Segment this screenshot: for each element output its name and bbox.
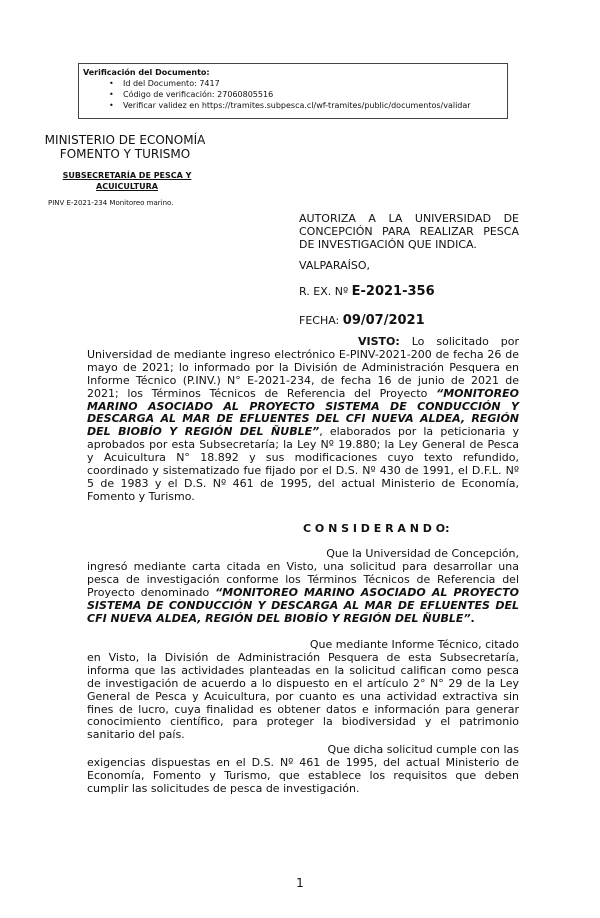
visto-text-1: Lo solicitado por Universidad de mediante ingreso electrónico E-PINV-2021-200 de fecha 26 de mayo de 2021; lo informado por la División de Administración Pesquera en Informe Técnico (P.INV.) N° E-2021-234, de fecha 16 de junio de 2021 de 2021; los Términos Técnicos de Referencia del Proyecto [87, 335, 519, 400]
ministry-line-1: MINISTERIO DE ECONOMÍA [44, 133, 206, 147]
p2-lead: Que mediante Informe Técnico, citado [309, 638, 519, 651]
verification-title: Verificación del Documento: [83, 68, 210, 77]
rex-label: R. EX. Nº [299, 285, 349, 298]
p3-lead: Que dicha solicitud cumple con las [327, 743, 519, 756]
visto-label: VISTO: [358, 335, 400, 348]
subsecretaria-name [45, 170, 209, 192]
visto-project-name: “MONITOREO MARINO ASOCIADO AL PROYECTO SISTEMA DE CONDUCCIÓN Y DESCARGA AL MAR DE EFLUENTES DEL CFI NUEVA ALDEA, REGIÓN DEL BIOBÍO Y REGIÓN DEL ÑUBLE” [87, 386, 519, 439]
ministry-line-2: FOMENTO Y TURISMO [59, 147, 191, 161]
verification-box [78, 63, 508, 119]
verification-id: • Id del Documento: 7417 [123, 78, 507, 89]
date-value: 09/07/2021 [342, 313, 425, 328]
considerando-paragraph-1 [87, 548, 519, 625]
p3-text: exigencias dispuestas en el D.S. Nº 461 de 1995, del actual Ministerio de Economía, Fomento y Turismo, que establece los requisitos que deben cumplir las solicitudes de pesca de investigación. [87, 755, 519, 795]
p1-end: . [470, 611, 475, 625]
subsecretaria-line-1: SUBSECRETARÍA DE PESCA Y [62, 171, 192, 180]
reference-line: PINV E-2021-234 Monitoreo marino. [48, 199, 174, 207]
ministry-name [40, 133, 210, 161]
resolution-date [299, 314, 519, 327]
p1-project-name: “MONITOREO MARINO ASOCIADO AL PROYECTO SISTEMA DE CONDUCCIÓN Y DESCARGA AL MAR DE EFLUENTES DEL CFI NUEVA ALDEA, REGIÓN DEL BIOBÍO Y REGIÓN DEL ÑUBLE” [87, 585, 519, 625]
visto-text-2: , elaborados por la peticionaria y aprobados por esta Subsecretaría; la Ley Nº 19.880; la Ley General de Pesca y Acuicultura N° 18.892 y sus modificaciones cuyo texto refundido, coordinado y sistematizado fue fijado por el D.S. Nº 430 de 1991, el D.F.L. Nº 5 de 1983 y el D.S. Nº 461 de 1995, del actual Ministerio de Economía, Fomento y Turismo. [87, 425, 519, 503]
considerando-heading: C O N S I D E R A N D O: [303, 522, 450, 535]
p1-lead: Que la Universidad de Concepción, [326, 547, 519, 560]
subsecretaria-line-2: ACUICULTURA [96, 182, 158, 191]
p2-text: en Visto, la División de Administración Pesquera de esta Subsecretaría, informa que las actividades planteadas en la solicitud califican como pesca de investigación de acuerdo a lo dispuesto en el artículo 2° N° 29 de la Ley General de Pesca y Acuicultura, por cuanto es una actividad extractiva sin fines de lucro, cuya finalidad es obtener datos e información para generar conocimiento científico, para proteger la biodiversidad y el patrimonio sanitario del país. [87, 650, 519, 742]
verification-url: • Verificar validez en https://tramites.subpesca.cl/wf-tramites/public/documentos/validar [123, 100, 507, 111]
visto-paragraph [87, 336, 519, 504]
resolution-title: AUTORIZA A LA UNIVERSIDAD DE CONCEPCIÓN PARA REALIZAR PESCA DE INVESTIGACIÓN QUE INDICA. [299, 212, 519, 251]
verification-code: • Código de verificación: 27060805516 [123, 89, 507, 100]
page-number: 1 [296, 876, 304, 890]
p1-text: ingresó mediante carta citada en Visto, una solicitud para desarrollar una pesca de investigación conforme los Términos Técnicos de Referencia del Proyecto denominado [87, 559, 519, 599]
considerando-paragraph-2 [87, 639, 519, 742]
resolution-number [299, 285, 519, 298]
date-label: FECHA: [299, 314, 340, 327]
verification-list [83, 78, 507, 111]
rex-number: E-2021-356 [351, 284, 435, 299]
considerando-paragraph-3 [87, 744, 519, 796]
resolution-city: VALPARAÍSO, [299, 259, 371, 272]
